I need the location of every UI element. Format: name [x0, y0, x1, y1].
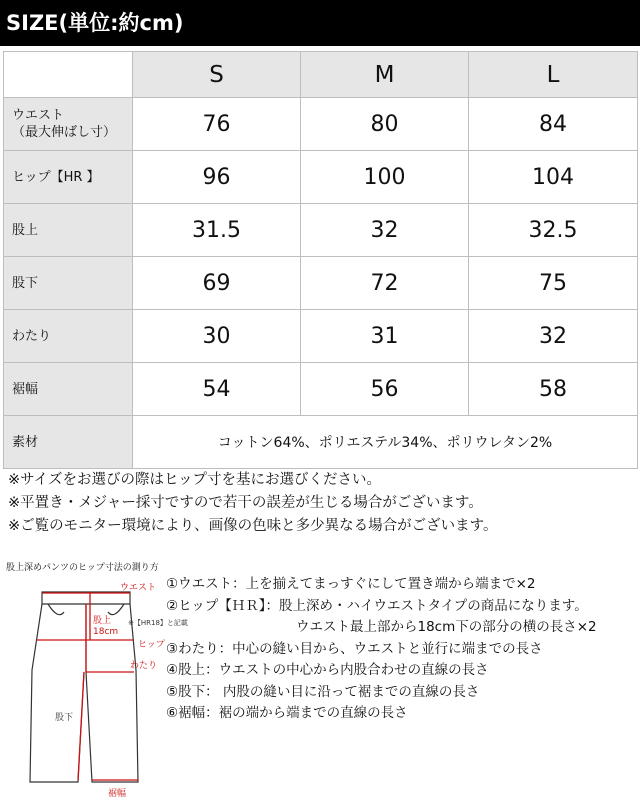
- table-row: [4, 257, 638, 310]
- thigh-label: わたり: [130, 661, 158, 671]
- instruction-line: ⑥裾幅：裾の端から端までの直線の長さ: [166, 705, 408, 721]
- pocket-outline: [48, 604, 64, 615]
- row-label: [4, 98, 133, 151]
- rise-18-label: 18cm: [93, 627, 119, 637]
- table-row: [4, 151, 638, 204]
- notes: [8, 469, 498, 538]
- table-row-material: [4, 416, 638, 469]
- instruction-line: ④股上：ウエストの中心から内股合わせの直線の長さ: [166, 662, 489, 678]
- rise-label: 股上: [93, 616, 112, 626]
- table-row: [4, 204, 638, 257]
- left-leg-outline: [30, 604, 84, 782]
- size-column-header: M: [301, 52, 469, 98]
- row-label-line: ウエスト: [12, 108, 65, 123]
- row-label: 裾幅: [4, 363, 133, 416]
- size-table: [3, 51, 638, 469]
- table-cell: 84: [469, 98, 638, 151]
- table-cell: 32: [469, 310, 638, 363]
- instruction-line: ウエスト最上部から18cm下の部分の横の長さ×2: [296, 619, 597, 635]
- row-label-line: （最大伸ばし寸）: [12, 125, 117, 140]
- table-cell: 72: [301, 257, 469, 310]
- waistband-outline: [42, 592, 130, 604]
- row-label: 素材: [4, 416, 133, 469]
- note-line: ※サイズをお選びの際はヒップ寸を基にお選びください。: [8, 472, 382, 488]
- instruction-line: ②ヒップ【ＨＲ】：股上深め・ハイウエストタイプの商品になります。: [166, 597, 588, 614]
- pocket-outline: [108, 604, 124, 615]
- table-cell: 76: [133, 98, 301, 151]
- table-row: [4, 310, 638, 363]
- instruction-line: ⑤股下： 内股の縫い目に沿って裾までの直線の長さ: [166, 683, 480, 700]
- row-label: 股上: [4, 204, 133, 257]
- corner-cell: [4, 52, 133, 98]
- table-cell: 104: [469, 151, 638, 204]
- table-cell: 56: [301, 363, 469, 416]
- pants-diagram: [0, 572, 188, 804]
- size-column-header: L: [469, 52, 638, 98]
- measurement-instructions: [166, 574, 597, 725]
- size-header: SIZE(単位:約cm): [0, 0, 640, 46]
- hem-label: 裾幅: [108, 789, 127, 799]
- instruction-line: ①ウエスト：上を揃えてまっすぐにして置き端から端まで×2: [166, 576, 536, 592]
- table-cell: 31.5: [133, 204, 301, 257]
- table-cell: 75: [469, 257, 638, 310]
- size-column-header: S: [133, 52, 301, 98]
- inseam-label: 股下: [55, 713, 74, 723]
- table-row: [4, 98, 638, 151]
- row-label: 股下: [4, 257, 133, 310]
- hr-note-label: ※【HR18】と記載: [128, 619, 188, 627]
- table-cell: 54: [133, 363, 301, 416]
- table-cell: 96: [133, 151, 301, 204]
- table-cell: 30: [133, 310, 301, 363]
- size-header-row: [4, 52, 638, 98]
- diagram-title: 股上深めパンツのヒップ寸法の測り方: [6, 563, 159, 573]
- material-cell: コットン64%、ポリエステル34%、ポリウレタン2%: [133, 416, 638, 469]
- inseam-measure-line: [78, 672, 84, 780]
- pants-outline: [30, 592, 138, 782]
- table-cell: 32: [301, 204, 469, 257]
- note-line: ※ご覧のモニター環境により、画像の色味と多少異なる場合がございます。: [8, 518, 498, 534]
- instruction-line: ③わたり：中心の縫い目から、ウエストと並行に端までの長さ: [166, 640, 543, 657]
- table-cell: 69: [133, 257, 301, 310]
- row-label: わたり: [4, 310, 133, 363]
- table-cell: 31: [301, 310, 469, 363]
- table-cell: 32.5: [469, 204, 638, 257]
- waist-label: ウエスト: [120, 583, 157, 593]
- note-line: ※平置き・メジャー採寸ですので若干の誤差が生じる場合がございます。: [8, 495, 483, 511]
- row-label: ヒップ【HR 】: [4, 151, 133, 204]
- hip-label: ヒップ: [138, 640, 165, 650]
- table-row: [4, 363, 638, 416]
- table-cell: 58: [469, 363, 638, 416]
- table-cell: 80: [301, 98, 469, 151]
- table-cell: 100: [301, 151, 469, 204]
